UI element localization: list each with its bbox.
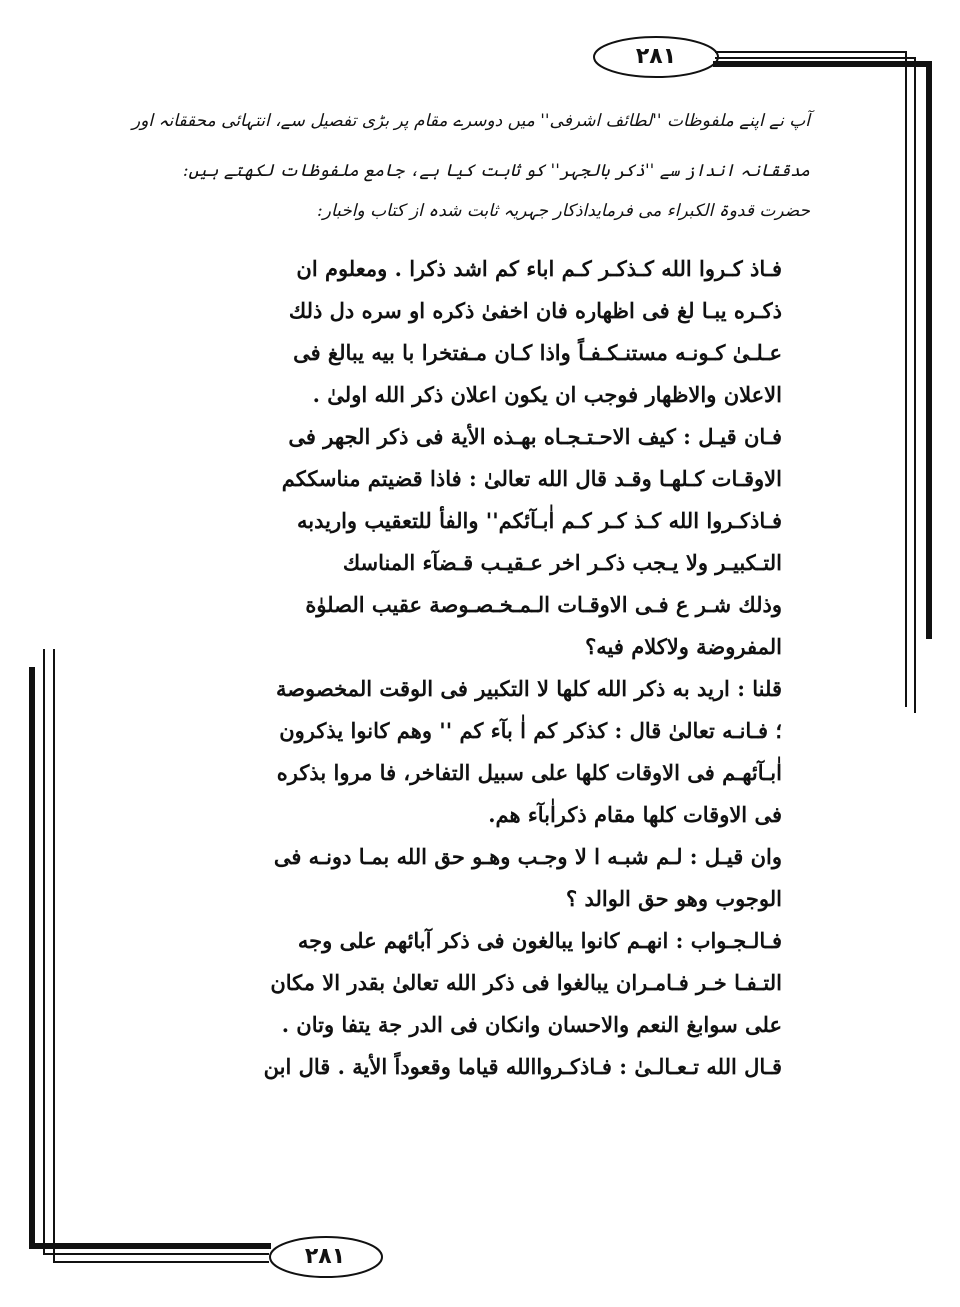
arabic-line: قلنا : اريد به ذكر الله كلها لا التكبير فى الوقت المخصوصة (275, 676, 782, 701)
arabic-line: الاوقـات كـلهـا وقـد قال الله تعالىٰ : فاذا قضيتم مناسككم (281, 466, 782, 491)
bottom-page-number: ۲۸۱ (304, 1244, 346, 1269)
arabic-line: التـكبيـر ولا يـجب ذكـر اخر عـقيـب قـضآء المناسك (342, 550, 782, 575)
arabic-line: فـاذ كـروا الله كـذكـر كـم اباء كم اشد ذكرا . ومعلوم ان (296, 256, 782, 281)
arabic-line: عـلـىٰ كـونـه مستنـكـفـاً واذا كـان مـفتخرا با بيه يبالغ فى (293, 340, 782, 365)
arabic-line: ؛ فـانـه تعالىٰ قال : كذكر كم اٰ بآء كم '' وهم كانوا يذكرون (279, 718, 782, 743)
arabic-line: فـالـجـواب : انهـم كانوا يبالغون فى ذكر آبائهم على وجه (297, 928, 782, 953)
arabic-quotation-block (228, 248, 782, 1088)
arabic-line: وذلك شـر ع فـى الاوقـات الـمـخـصـوصة عقيب الصلوٰة (305, 592, 782, 617)
arabic-line: ذكـره يبـا لغ فى اظهاره فان اخفىٰ ذكره او سره دل ذلك (288, 298, 782, 323)
arabic-line: التـفـا خـر فـامـران يبالغوا فى ذكر الله تعالىٰ بقدر الا مكان (270, 970, 782, 995)
arabic-line: وان قيـل : لـم شبـه ا لا وجـب وهـو حق الله بمـا دونـه فى (273, 844, 782, 869)
arabic-line: اٰبـآئهـم فى الاوقات كلها على سبيل التفاخر، فا مروا بذكره (276, 760, 782, 785)
arabic-line: على سوابغ النعم والاحسان وانكان فى الدر جة يتفا وتان . (281, 1012, 782, 1037)
arabic-line: فى الاوقات كلها مقام ذكراٰبآء هم. (488, 802, 782, 827)
arabic-line: المفروضة ولاكلام فيه؟ (585, 634, 782, 659)
top-page-number: ۲۸۱ (635, 44, 677, 69)
arabic-line: فـان قيـل : كيف الاحـتـجـاه بهـذه الأية فى ذكر الجهر فى (288, 424, 782, 449)
urdu-intro-line-2: مدققانہ انداز سے ''ذکر بالجہر'' کو ثابت کیا ہے، جامع ملفوظات لکھتے ہیں: (182, 161, 810, 181)
arabic-line: الوجوب وهو حق الوالد ؟ (566, 886, 782, 911)
arabic-line: قـال الله تـعـالـىٰ : فـاذكـرواالله قياما وقعوداً الأية . قال ابن (263, 1054, 782, 1079)
urdu-intro-line-3: حضرت قدوۃ الکبراء می فرمایداذکار جہریہ ثابت شدہ از کتاب واخبار: (317, 201, 810, 221)
urdu-intro-line-1: آپ نے اپنے ملفوظات ''لطائف اشرفی'' میں دوسرے مقام پر بڑی تفصیل سے، انتہائی محققانہ اور (132, 111, 810, 131)
arabic-line: الاعلان والاظهار فوجب ان يكون اعلان ذكر الله اولىٰ . (312, 382, 782, 407)
arabic-line: فـاذكـروا الله كـذ كـر كـم اٰبـآئكم'' والفأ للتعقيب واريدبه (296, 508, 782, 533)
